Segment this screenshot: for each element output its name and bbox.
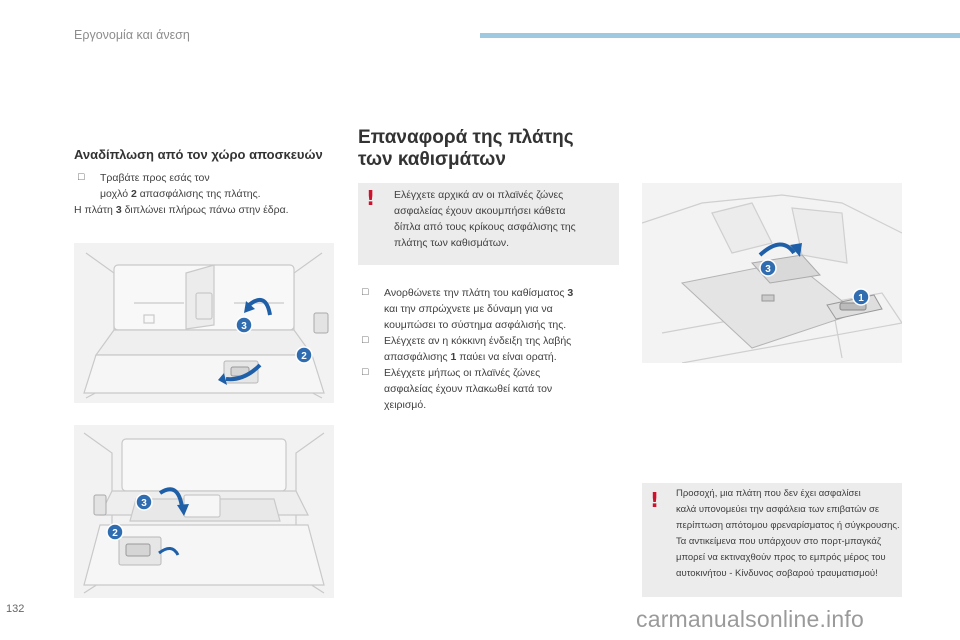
restore-step-2: □ Ελέγχετε αν η κόκκινη ένδειξη της λαβής απασφάλισης 1 παύει να είναι ορατή. — [362, 334, 572, 363]
callout-2: 2 — [112, 528, 118, 539]
warning-icon: ! — [366, 186, 376, 210]
section-restore-steps — [358, 285, 628, 413]
checkbox-bullet-icon: □ — [362, 366, 369, 378]
page-number: 132 — [6, 603, 25, 615]
callout-3: 3 — [765, 264, 771, 275]
restore-step-1: □ Ανορθώνετε την πλάτη του καθίσματος 3 και την σπρώχνετε με δύναμη για να κουμπώσει το σύστημα ασφάλισής της. — [362, 286, 574, 331]
fold-result: Η πλάτη 3 διπλώνει πλήρως πάνω στην έδρα. — [74, 204, 289, 216]
checkbox-bullet-icon: □ — [78, 171, 85, 183]
warning-icon: ! — [650, 488, 660, 512]
watermark: carmanualsonline.info — [636, 606, 864, 632]
callout-2: 2 — [301, 351, 307, 362]
header-title: Εργονομία και άνεση — [74, 28, 190, 42]
trunk-folding-illustration-2 — [74, 425, 334, 598]
checkbox-bullet-icon: □ — [362, 286, 369, 298]
fold-step-line2: μοχλό 2 απασφάλισης της πλάτης. — [100, 188, 261, 200]
trunk-folding-illustration-1 — [74, 243, 334, 403]
warning-text: Ελέγχετε αρχικά αν οι πλαϊνές ζώνες ασφαλείας έχουν ακουμπήσει κάθετα δίπλα από τους κρίκους ασφάλισης της πλάτης των καθισμάτων. — [394, 189, 576, 249]
caution-box — [642, 483, 902, 597]
seat-back-restore-illustration — [642, 183, 902, 363]
restore-step-3: □ Ελέγχετε μήπως οι πλαϊνές ζώνες ασφαλείας έχουν πλακωθεί κατά τον χειρισμό. — [362, 366, 553, 411]
callout-3: 3 — [241, 321, 247, 332]
caution-text: Προσοχή, μια πλάτη που δεν έχει ασφαλίσει καλά υπονομεύει την ασφάλεια των επιβατών σε περίπτωση απότομου φρεναρίσματος ή σύγκρουσης. Τα αντικείμενα που υπάρχουν στο πορτ-μπαγκάζ μπορεί να εκτιναχθούν προς το εμπρός μέρος του αυτοκινήτου - Κίνδυνος σοβαρού τραυματισμού! — [676, 488, 900, 579]
callout-1: 1 — [858, 293, 864, 304]
section-fold-title: Αναδίπλωση από τον χώρο αποσκευών — [74, 147, 323, 162]
header-bar — [480, 33, 960, 38]
checkbox-bullet-icon: □ — [362, 334, 369, 346]
section-restore-title: Επαναφορά της πλάτης των καθισμάτων — [358, 127, 574, 170]
callout-3: 3 — [141, 498, 147, 509]
fold-step-line1: Τραβάτε προς εσάς τον — [100, 172, 210, 184]
section-fold-body — [74, 170, 289, 218]
warning-box-belts — [358, 183, 619, 265]
